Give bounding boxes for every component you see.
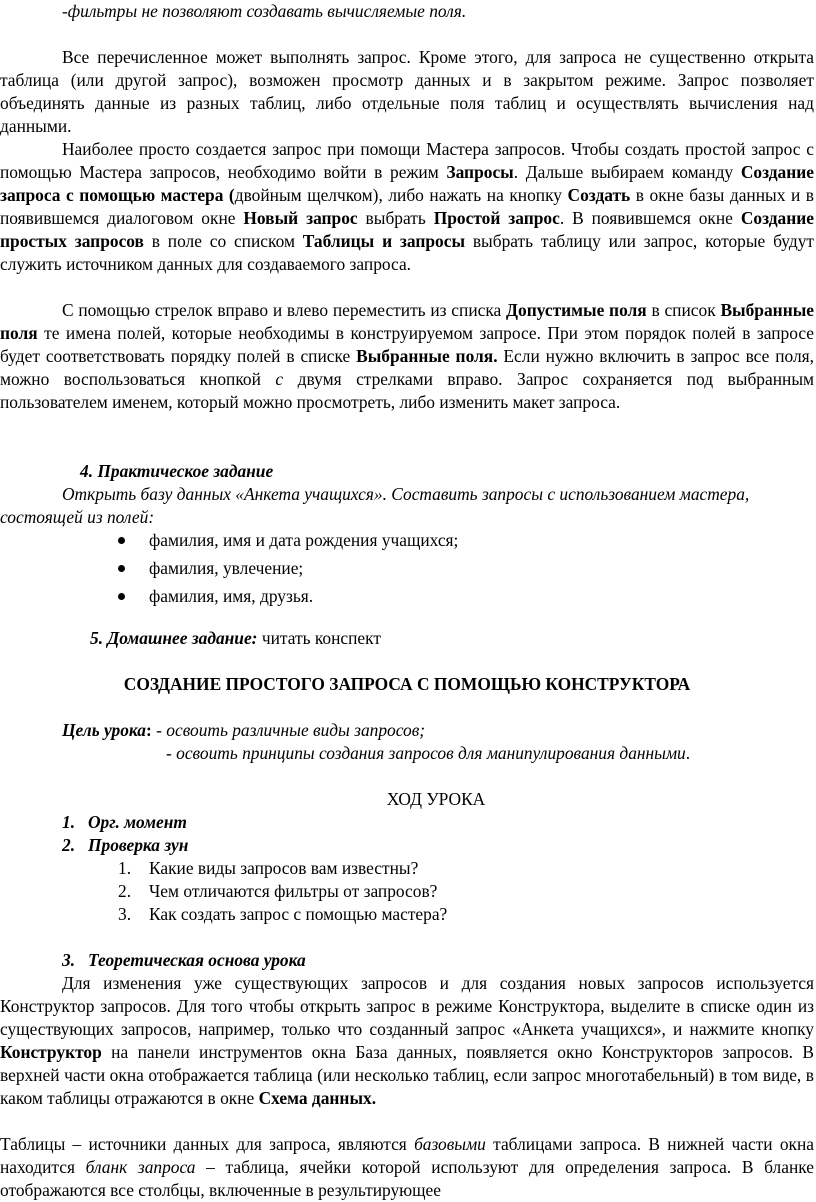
goal-line-1: Цель урока: - освоить различные виды запросов; xyxy=(62,720,426,740)
document-page: -фильтры не позволяют создавать вычисляемые поля. Все перечисленное может выполнять запрос. Кроме этого, для запроса не существенно открыта таблица (или другой запрос), возможен просмотр данных и в закрытом режиме. Запрос позволяет объединять данные из разных таблиц, либо отдельные поля таблиц и осуществлять вычисления над данными. Наиболее просто создается запрос при помощи Мастера запросов. Чтобы создать простой запрос с помощью Мастера запросов, необходимо войти в режим Запросы. Дальше выбираем команду Создание запроса с помощью мастера (двойным щелчком), либо нажать на кнопку Создать в окне базы данных и в появившемся диалоговом окне Новый запрос выбрать Простой запрос. В появившемся окне Создание простых запросов в поле со списком Таблицы и запросы выбрать таблицу или запрос, которые будут служить источником данных для создаваемого запроса. С помощью стрелок вправо и влево переместить из списка Допустимые поля в список Выбранные поля те имена полей, которые необходимы в конструируемом запросе. При этом порядок полей в запросе будет соответствовать порядку полей в списке Выбранные поля. Если нужно включить в запрос все поля, можно воспользоваться кнопкой с двумя стрелками вправо. Запрос сохраняется под выбранным пользователем именем, который можно просмотреть, либо изменить макет запроса. 4. Практическое задание Открыть базу данных «Анкета учащихся». Составить запросы с использованием мастера, состоящей из полей: фамилия, имя и дата рождения учащихся; фамилия, увлечение; фамилия, имя, друзья. 5. Домашнее задание: читать конспект СОЗДАНИЕ ПРОСТОГО ЗАПРОСА С ПОМОЩЬЮ КОНСТРУКТОРА Цель урока: - освоить различные виды запросов; - освоить принципы создания запросов для манипулирования данными. ХОД УРОКА 1. Орг. момент 2. Проверка зун 1. Какие виды запросов вам известны? 2. Чем отличаются фильтры от запросов? 3. Как создать запрос с помощью мастера? 3. Теоретическая основа урока Для изменения уже существующих запросов и для создания новых запросов используется Конструктор запросов. Для того чтобы открыть запрос в режиме Конструктора, выделите в списке один из существующих запросов, например, только что созданный запрос «Анкета учащихся», и нажмите кнопку Конструктор на панели инструментов окна База данных, появляется окно Конструкторов запросов. В верхней части окна отображается таблица (или несколько таблиц, если запрос многотабельный) в том виде, в каком таблицы отражаются в окне Схема данных. Таблицы – источники данных для запроса, являются базовыми таблицами запроса. В нижней части окна находится бланк запроса – таблица, ячейки которой используют для определения запроса. В бланке отображаются все столбцы, включенные в результирующее xyxy=(0,1,815,1200)
paragraph-base-tables: Таблицы – источники данных для запроса, являются базовыми таблицами запроса. В нижней части окна находится бланк запроса – таблица, ячейки которой используют для определения запроса. В бланке отображаются все столбцы, включенные в результирующее xyxy=(0,1134,814,1200)
paragraph-constructor: Для изменения уже существующих запросов и для создания новых запросов используется Конструктор запросов. Для того чтобы открыть запрос в режиме Конструктора, выделите в списке один из существующих запросов, например, только что созданный запрос «Анкета учащихся», и нажмите кнопку Конструктор на панели инструментов окна База данных, появляется окно Конструкторов запросов. В верхней части окна отображается таблица (или несколько таблиц, если запрос многотабельный) в том виде, в каком таблицы отражаются в окне Схема данных. xyxy=(0,973,814,1108)
bullet-icon xyxy=(118,565,125,572)
practice-intro: Открыть базу данных «Анкета учащихся». Составить запросы с использованием мастера, состоящей из полей: xyxy=(0,484,750,527)
section-title: СОЗДАНИЕ ПРОСТОГО ЗАПРОСА С ПОМОЩЬЮ КОНСТРУКТОРА xyxy=(123,674,691,694)
bullet-icon xyxy=(118,593,125,600)
practice-heading: 4. Практическое задание xyxy=(80,461,274,481)
paragraph-field-selection: С помощью стрелок вправо и влево переместить из списка Допустимые поля в список Выбранные поля те имена полей, которые необходимы в конструируемом запросе. При этом порядок полей в запросе будет соответствовать порядку полей в списке Выбранные поля. Если нужно включить в запрос все поля, можно воспользоваться кнопкой с двумя стрелками вправо. Запрос сохраняется под выбранным пользователем именем, который можно просмотреть, либо изменить макет запроса. xyxy=(0,300,815,412)
goal-line-2: - освоить принципы создания запросов для манипулирования данными. xyxy=(166,743,691,763)
homework-line: 5. Домашнее задание: читать конспект xyxy=(90,628,381,648)
course-title: ХОД УРОКА xyxy=(386,789,486,809)
paragraph-query-wizard: Наиболее просто создается запрос при помощи Мастера запросов. Чтобы создать простой запрос с помощью Мастера запросов, необходимо войти в режим Запросы. Дальше выбираем команду Создание запроса с помощью мастера (двойным щелчком), либо нажать на кнопку Создать в окне базы данных и в появившемся диалоговом окне Новый запрос выбрать Простой запрос. В появившемся окне Создание простых запросов в поле со списком Таблицы и запросы выбрать таблицу или запрос, которые будут служить источником данных для создаваемого запроса. xyxy=(0,139,814,274)
paragraph-query-capabilities: Все перечисленное может выполнять запрос. Кроме этого, для запроса не существенно открыта таблица (или другой запрос), возможен просмотр данных и в закрытом режиме. Запрос позволяет объединять данные из разных таблиц, либо отдельные поля таблиц и осуществлять вычисления над данными. xyxy=(0,47,814,136)
filter-note-line: -фильтры не позволяют создавать вычисляемые поля. xyxy=(62,1,467,21)
bullet-icon xyxy=(118,537,125,544)
